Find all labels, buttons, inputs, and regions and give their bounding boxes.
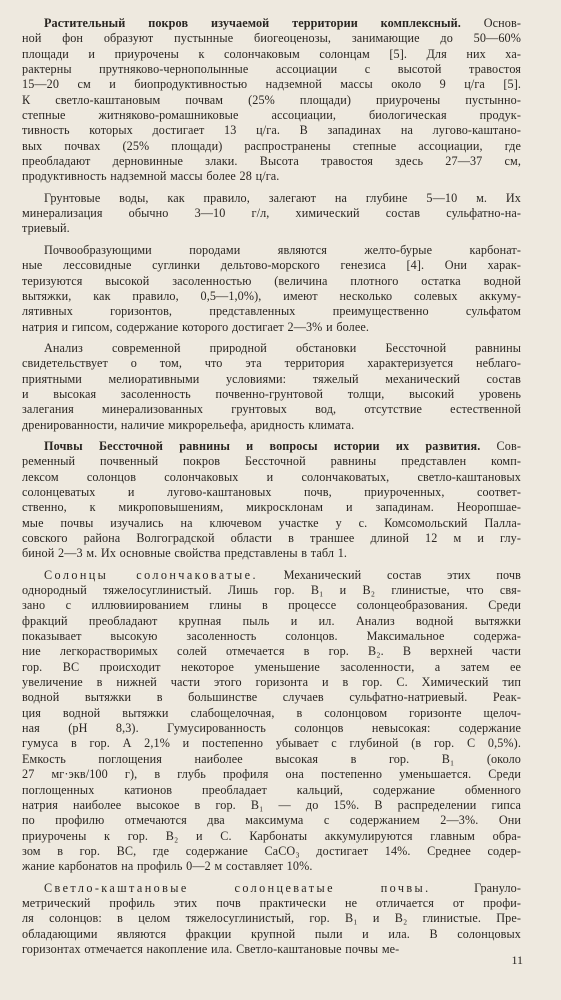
text-line <box>22 470 521 485</box>
text-line <box>22 629 521 644</box>
text-segment: залегания минерализованных грунтовых вод, отсутствие естественной <box>22 402 521 417</box>
text-segment: площади и приурочены к солончаковым солонцам [5]. Для них ха- <box>22 46 521 61</box>
text-line <box>22 206 521 221</box>
text-segment: зом в гор. ВС, где содержание CaCO₃ достигает 14%. Среднее содер- <box>22 843 521 858</box>
text-line <box>22 154 521 169</box>
text-line <box>22 500 521 515</box>
text-line <box>22 454 521 469</box>
paragraph <box>22 881 521 958</box>
text-line <box>22 531 521 546</box>
text-line <box>22 942 521 957</box>
text-segment: ля солонцов: в целом тяжелосуглинистый, гор. B₁ и B₂ глинистые. Пре- <box>22 911 521 926</box>
text-line <box>22 896 521 911</box>
text-segment: дренированности, наличие микрорельефа, аридность климата. <box>22 417 355 432</box>
text-segment: натрия и гипсом, содержание которого достигает 2—3% и более. <box>22 319 370 334</box>
run-in-heading: Растительный покров изучаемой территории комплексный. <box>44 16 461 30</box>
text-segment: Грунтовые воды, как правило, залегают на глубине 5—10 м. Их <box>44 190 521 205</box>
text-segment: Механический состав этих почв <box>257 567 521 582</box>
text-segment: обладающими являются фракции крупной пыли и ила. В солонцовых <box>22 926 521 941</box>
text-segment: солонцеватых и лугово-каштановых почв, приуроченных, соответ- <box>22 484 521 499</box>
text-segment: фракций преобладают крупная пыль и ил. Анализ водной вытяжки <box>22 613 521 628</box>
text-segment: рактерны прутняково-чернополынные ассоциации с высотой травостоя <box>22 62 521 77</box>
text-segment: лятивных горизонтов, представленных преимущественно сульфатом <box>22 304 521 319</box>
text-line <box>22 169 521 184</box>
text-segment: ние легкорастворимых солей отмечается в гор. B₂. В верхней части <box>22 644 521 659</box>
text-line <box>22 783 521 798</box>
text-line <box>22 258 521 273</box>
text-segment: однородный тяжелосуглинистый. Лишь гор. B₁ и B₂ глинистые, что свя- <box>22 583 521 598</box>
text-line <box>22 736 521 751</box>
text-line <box>22 911 521 926</box>
text-line <box>22 675 521 690</box>
text-line <box>22 341 521 356</box>
page-number: 11 <box>511 953 523 967</box>
paragraph <box>22 341 521 433</box>
text-line <box>22 139 521 154</box>
text-segment: мые почвы изучались на ключевом участке у с. Комсомольский Палла- <box>22 515 521 530</box>
text-line <box>22 108 521 123</box>
text-segment: поглощенных катионов преобладает кальций, содержание обменного <box>22 782 521 797</box>
text-segment: степные житняково-ромашниковые ассоциации, биологическая продук- <box>22 108 521 123</box>
text-line <box>22 387 521 402</box>
text-line <box>22 418 521 433</box>
text-line <box>22 546 521 561</box>
text-line <box>22 721 521 736</box>
text-line <box>22 690 521 705</box>
text-segment: ные лессовидные суглинки дельтово-морского генезиса [4]. Они харак- <box>22 258 521 273</box>
text-segment: Основ- <box>460 16 521 30</box>
text-line <box>22 221 521 236</box>
text-line <box>22 644 521 659</box>
text-segment: ной фон образуют пустынные биогеоценозы, занимающие до 50—60% <box>22 31 521 46</box>
text-segment: триевый. <box>22 221 70 236</box>
text-segment: вытяжки, как правило, 0,5—1,0%), имеют несколько солевых аккуму- <box>22 288 521 303</box>
text-line <box>22 243 521 258</box>
text-line <box>22 829 521 844</box>
text-line <box>22 927 521 942</box>
text-segment: ременный почвенный покров Бессточной равнины представлен комп- <box>22 454 521 469</box>
text-segment: натрия наиболее высокое в гор. B₁ — до 15%. В распределении гипса <box>22 797 521 812</box>
text-segment: вых почвах (25% площади) распространены степные ассоциации, где <box>22 138 521 153</box>
text-segment: гор. ВС происходит некоторое уменьшение засоленности, а затем ее <box>22 659 521 674</box>
text-line <box>22 47 521 62</box>
text-segment: продуктивность надземной массы более 28 ц/га. <box>22 169 280 184</box>
paragraph <box>22 16 521 185</box>
text-segment: минерализация обычно 3—10 г/л, химический состав сульфатно-на- <box>22 206 521 221</box>
text-segment: Емкость поглощения наиболее высокая в гор. B₁ (около <box>22 751 521 766</box>
text-segment: лексом солонцов солончаковых и солончаковатых, светло-каштановых <box>22 469 521 484</box>
text-segment: Почвообразующими породами являются желто-бурые карбонат- <box>44 242 521 257</box>
text-segment: К светло-каштановым почвам (25% площади) приурочены пустынно- <box>22 92 521 107</box>
text-line <box>22 660 521 675</box>
text-line <box>22 485 521 500</box>
spaced-subheading: Светло-каштановые солонцеватые почвы. <box>44 880 431 895</box>
paragraph <box>22 439 521 562</box>
text-line <box>22 320 521 335</box>
text-line <box>22 598 521 613</box>
text-segment: по профилю отмечаются два максимума с содержанием 2—3%. Они <box>22 813 521 828</box>
text-line <box>22 859 521 874</box>
text-line <box>22 31 521 46</box>
spaced-subheading: Солонцы солончаковатые. <box>44 567 258 582</box>
text-segment: ственно, к микроповышениям, микросклонам и западинам. Неоропшае- <box>22 500 521 515</box>
text-line <box>22 402 521 417</box>
text-line <box>22 191 521 206</box>
text-segment: свидетельствует о том, что эта территория характеризуется неблаго- <box>22 356 521 371</box>
text-segment: совского района Волгоградской области в траншее длиной 12 м и глу- <box>22 531 521 545</box>
text-line <box>22 356 521 371</box>
text-segment: биной 2—3 м. Их основные свойства представлены в табл 1. <box>22 546 348 561</box>
text-line <box>22 752 521 767</box>
text-line <box>22 798 521 813</box>
paragraph <box>22 243 521 335</box>
text-line <box>22 123 521 138</box>
text-segment: водной вытяжки в большинстве случаев сульфатно-натриевый. Реак- <box>22 690 521 705</box>
text-line <box>22 583 521 598</box>
text-line <box>22 62 521 77</box>
text-line <box>22 516 521 531</box>
text-line <box>22 304 521 319</box>
text-segment: Гранулo- <box>430 880 521 895</box>
text-segment: показывает высокую засоленность солонцов. Максимальное содержа- <box>22 629 521 644</box>
text-line <box>22 568 521 583</box>
text-line <box>22 767 521 782</box>
paragraph <box>22 568 521 875</box>
paragraph <box>22 191 521 237</box>
text-segment: приятными мелиоративными условиями: тяжелый механический состав <box>22 371 521 386</box>
text-segment: Анализ современной природной обстановки Бессточной равнины <box>44 340 521 355</box>
text-line <box>22 16 521 31</box>
text-segment: метрический профиль этих почв практически не отличается от профи- <box>22 895 521 910</box>
text-segment: и высокая засоленность почвенно-грунтовой толщи, высокий уровень <box>22 386 521 401</box>
text-line <box>22 439 521 454</box>
text-segment: жание карбонатов на профиль 0—2 м составляет 10%. <box>22 859 313 874</box>
text-line <box>22 77 521 92</box>
text-segment: горизонтах отмечается накопление ила. Светло-каштановые почвы ме- <box>22 941 400 956</box>
text-segment: увеличение в нижней части этого горизонта и в гор. С. Химический тип <box>22 675 521 690</box>
text-line <box>22 881 521 896</box>
run-in-heading: Почвы Бессточной равнины и вопросы истории их развития. <box>44 438 481 453</box>
text-line <box>22 93 521 108</box>
text-line <box>22 844 521 859</box>
text-line <box>22 813 521 828</box>
text-line <box>22 274 521 289</box>
text-segment: ная (рН 8,3). Гумусированность солонцов невысокая: содержание <box>22 721 521 736</box>
text-line <box>22 289 521 304</box>
text-line <box>22 706 521 721</box>
text-segment: Сов- <box>480 438 521 453</box>
text-segment: 27 мг·экв/100 г), в глубь профиля она постепенно уменьшается. Среди <box>22 767 521 782</box>
text-segment: 15—20 см и биопродуктивностью надземной массы около 9 ц/га [5]. <box>22 77 521 92</box>
text-body <box>22 16 521 957</box>
text-segment: преобладают дерновинные злаки. Высота травостоя здесь 27—37 см, <box>22 154 521 169</box>
text-segment: теризуются высокой засоленностью (величина плотного остатка водной <box>22 273 521 288</box>
text-segment: зано с иллювиированием глины в процессе солонцеобразования. Среди <box>22 598 521 613</box>
text-segment: ция водной вытяжки слабощелочная, в солонцовом горизонте щелоч- <box>22 705 521 720</box>
text-line <box>22 614 521 629</box>
text-segment: гумуса в гор. А 2,1% и постепенно убывает с глубиной (в гор. С 0,5%). <box>22 736 521 751</box>
text-segment: тивность которых достигает 13 ц/га. В западинах на лугово-каштано- <box>22 123 521 138</box>
text-line <box>22 372 521 387</box>
text-segment: приурочены к гор. B₂ и С. Карбонаты аккумулируются главным обра- <box>22 828 521 843</box>
